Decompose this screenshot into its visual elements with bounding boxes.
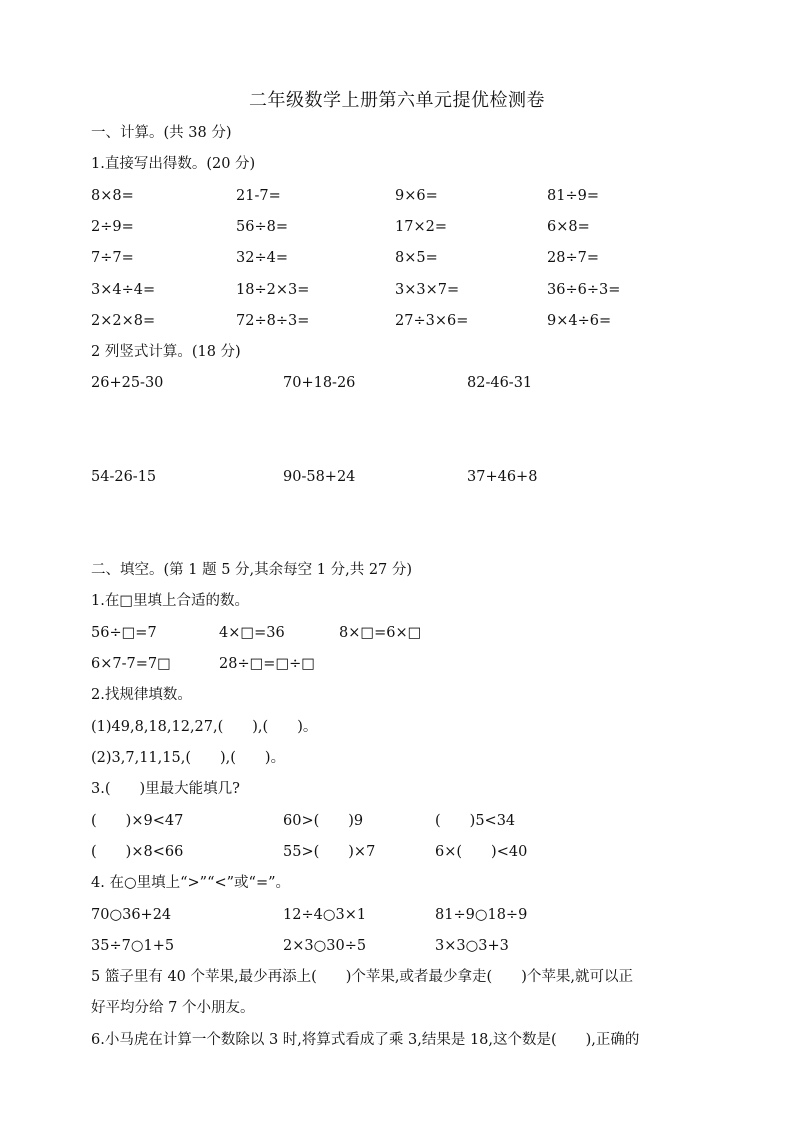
max-fill-item: 55>( )×7: [283, 844, 376, 860]
pattern-heading: 2.找规律填数。: [91, 687, 192, 703]
page-title: 二年级数学上册第六单元提优检测卷: [249, 90, 545, 111]
pattern-line: (1)49,8,18,12,27,( ),( )。: [91, 719, 318, 735]
section1-heading: 一、计算。(共 38 分): [91, 125, 232, 141]
vertical-calc-item: 70+18-26: [283, 375, 356, 391]
q2-heading: 2 列竖式计算。(18 分): [91, 344, 241, 360]
mental-math-item: 21-7=: [236, 188, 281, 204]
division-question-line: 6.小马虎在计算一个数除以 3 时,将算式看成了乘 3,结果是 18,这个数是( ),正确的: [91, 1032, 640, 1048]
vertical-calc-item: 82-46-31: [467, 375, 533, 391]
fill-box-item: 6×7-7=7□: [91, 656, 171, 672]
mental-math-item: 32÷4=: [236, 250, 288, 266]
mental-math-item: 2÷9=: [91, 219, 134, 235]
mental-math-item: 28÷7=: [547, 250, 599, 266]
mental-math-item: 17×2=: [395, 219, 447, 235]
section2-heading: 二、填空。(第 1 题 5 分,其余每空 1 分,共 27 分): [91, 562, 413, 578]
max-fill-item: 60>( )9: [283, 813, 364, 829]
vertical-calc-item: 37+46+8: [467, 469, 538, 485]
fill-box-heading: 1.在□里填上合适的数。: [91, 593, 250, 609]
pattern-line: (2)3,7,11,15,( ),( )。: [91, 750, 286, 766]
mental-math-item: 27÷3×6=: [395, 313, 469, 329]
compare-item: 70○36+24: [91, 907, 172, 923]
max-fill-item: ( )×8<66: [91, 844, 184, 860]
compare-item: 12÷4○3×1: [283, 907, 367, 923]
mental-math-item: 9×4÷6=: [547, 313, 612, 329]
apple-question-line: 5 篮子里有 40 个苹果,最少再添上( )个苹果,或者最少拿走( )个苹果,就可以正: [91, 969, 633, 985]
fill-box-item: 8×□=6×□: [339, 625, 422, 641]
vertical-calc-item: 90-58+24: [283, 469, 356, 485]
compare-item: 2×3○30÷5: [283, 938, 367, 954]
mental-math-item: 18÷2×3=: [236, 282, 310, 298]
compare-heading: 4. 在○里填上“>”“<”或“=”。: [91, 875, 291, 891]
mental-math-item: 3×3×7=: [395, 282, 460, 298]
mental-math-item: 36÷6÷3=: [547, 282, 621, 298]
mental-math-item: 7÷7=: [91, 250, 134, 266]
apple-question-line: 好平均分给 7 个小朋友。: [91, 1000, 255, 1016]
vertical-calc-item: 26+25-30: [91, 375, 164, 391]
max-fill-item: ( )5<34: [435, 813, 516, 829]
mental-math-item: 8×5=: [395, 250, 438, 266]
mental-math-item: 3×4÷4=: [91, 282, 156, 298]
q1-heading: 1.直接写出得数。(20 分): [91, 156, 256, 172]
mental-math-item: 2×2×8=: [91, 313, 156, 329]
fill-box-item: 28÷□=□÷□: [219, 656, 315, 672]
max-fill-item: 6×( )<40: [435, 844, 528, 860]
compare-item: 81÷9○18÷9: [435, 907, 528, 923]
fill-box-item: 56÷□=7: [91, 625, 157, 641]
mental-math-item: 6×8=: [547, 219, 590, 235]
mental-math-item: 56÷8=: [236, 219, 288, 235]
max-fill-item: ( )×9<47: [91, 813, 184, 829]
mental-math-item: 81÷9=: [547, 188, 599, 204]
fill-box-item: 4×□=36: [219, 625, 285, 641]
max-fill-heading: 3.( )里最大能填几?: [91, 781, 240, 797]
mental-math-item: 9×6=: [395, 188, 438, 204]
mental-math-item: 8×8=: [91, 188, 134, 204]
vertical-calc-item: 54-26-15: [91, 469, 157, 485]
compare-item: 3×3○3+3: [435, 938, 509, 954]
compare-item: 35÷7○1+5: [91, 938, 175, 954]
mental-math-item: 72÷8÷3=: [236, 313, 310, 329]
